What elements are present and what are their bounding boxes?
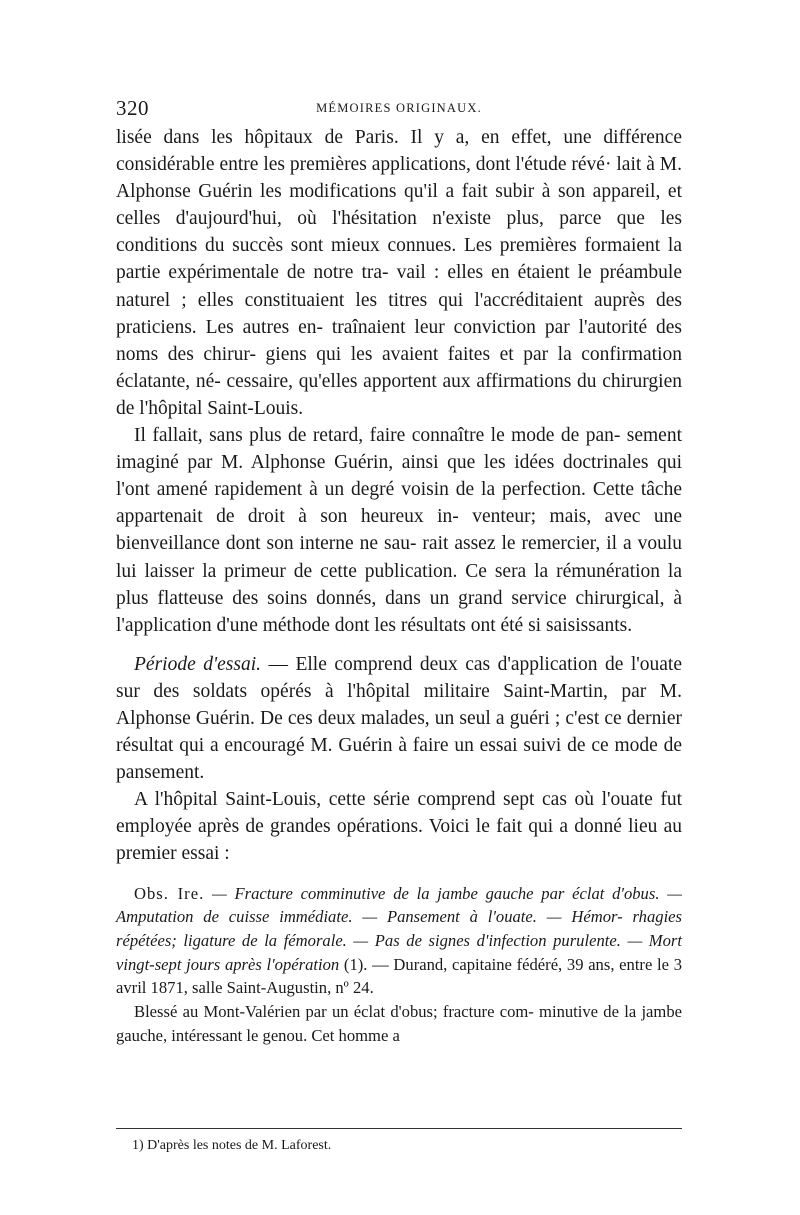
- paragraph-il-fallait: Il fallait, sans plus de retard, faire connaître le mode de pan- sement imaginé par M. Alphonse Guérin, ainsi que les idées doctrinales qui l'ont amené rapidement à un degré voisin de la perfection. Cette tâche appartenait de droit à son heureux in- venteur; mais, avec une bienveillance dont son interne ne sau- rait assez le remercier, il a voulu lui laisser la primeur de cette publication. Ce sera la rémunération la plus flatteuse des soins donnés, dans un grand service chirurgical, à l'application d'une méthode dont les résultats ont été si saisissants.: [116, 425, 682, 636]
- observation-label: Obs. Ire.: [134, 883, 205, 903]
- page-content: [116, 96, 682, 1047]
- footnote-reference[interactable]: (1).: [343, 954, 368, 974]
- footnote: 1) D'après les notes de M. Laforest.: [132, 1138, 332, 1153]
- observation-body: Blessé au Mont-Valérien par un éclat d'obus; fracture com- minutive de la jambe gauche, intéressant le genou. Cet homme a: [116, 1002, 682, 1045]
- observation-title: — Fracture comminutive de la jambe gauche par éclat d'obus. — Amputation de cuisse immédiate. — Pansement à l'ouate. — Hémor- rhagies répétées; ligature de la fémorale. — Pas de signes d'infection purulente. — Mort vingt-sept jours après l'opération: [116, 883, 682, 974]
- paragraph-periode-essai: [116, 651, 682, 786]
- running-head: MÉMOIRES ORIGINAUX.: [316, 101, 482, 115]
- paragraph-continuation: lisée dans les hôpitaux de Paris. Il y a, en effet, une différence considérable entre les premières applications, dont l'étude révé· lait à M. Alphonse Guérin les modifications qu'il a fait subir à son appareil, et celles d'aujourd'hui, où l'hésitation n'existe plus, parce que les conditions du succès sont mieux connues. Les premières formaient la partie expérimentale de notre tra- vail : elles en étaient le préambule naturel ; elles constituaient les titres qui l'accréditaient auprès des praticiens. Les autres en- traînaient leur conviction par l'autorité des noms des chirur- giens qui les avaient faites et par la confirmation éclatante, né- cessaire, qu'elles apportent aux affirmations du chirurgien de l'hôpital Saint-Louis.: [116, 127, 682, 419]
- page-header: [116, 96, 682, 122]
- paragraph-saint-louis: A l'hôpital Saint-Louis, cette série comprend sept cas où l'ouate fut employée après de grandes opérations. Voici le fait qui a donné lieu au premier essai :: [116, 789, 682, 865]
- periode-label: Période d'essai.: [134, 653, 262, 675]
- page-number: 320: [116, 96, 149, 120]
- periode-text: — Elle comprend deux cas d'application de l'ouate sur des soldats opérés à l'hôpital militaire Saint-Martin, par M. Alphonse Guérin. De ces deux malades, un seul a guéri ; c'est ce dernier résultat qui a encouragé M. Guérin à faire un essai suivi de ce mode de pansement.: [116, 653, 683, 784]
- footnote-divider: [116, 1128, 682, 1129]
- observation-heading: [116, 882, 682, 1001]
- observation-patient: — Durand, capitaine fédéré, 39 ans, entre le 3 avril 1871, salle Saint-Augustin, nº 24.: [116, 954, 682, 998]
